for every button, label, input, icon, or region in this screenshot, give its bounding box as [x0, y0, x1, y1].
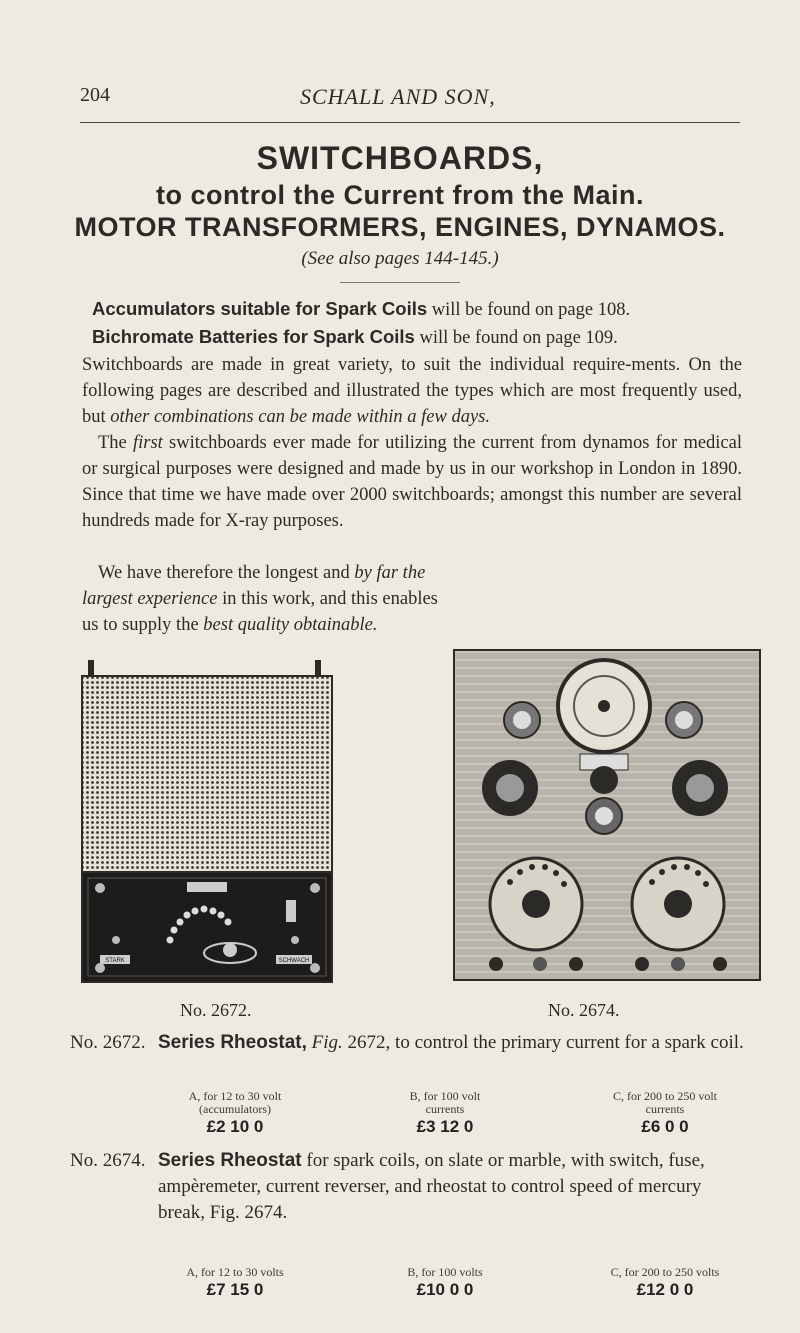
prices-2674: [150, 1266, 740, 1306]
note-bichromate: Bichromate Batteries for Spark Coils will be found on page 109.: [92, 326, 618, 348]
page-header: [80, 84, 740, 120]
heading-control-current: to control the Current from the Main.: [156, 180, 644, 210]
divider: [340, 282, 460, 283]
schwach-label: SCHWACH: [278, 958, 310, 964]
price-option-a: A, for 12 to 30 volt (accumulators) £2 10 0: [188, 1089, 282, 1136]
price-option-b: B, for 100 volts £10 0 0: [407, 1265, 483, 1299]
caption-2674: No. 2674.: [548, 1000, 620, 1020]
price-option-c: C, for 200 to 250 volts £12 0 0: [610, 1265, 720, 1299]
intro-paragraph-1: Switchboards are made in great variety, to suit the individual require-ments. On the following pages are described and illustrated the types which are most frequently used, but other combinations can be made within a few days.: [82, 355, 742, 427]
intro-paragraph-3: We have therefore the longest and by far the largest experience in this work, and this enables us to supply the best quality obtainable.: [82, 563, 438, 635]
caption-2672: No. 2672.: [180, 1000, 252, 1020]
heading-see-also: (See also pages 144-145.): [301, 248, 499, 269]
item-2672: [70, 1030, 750, 1086]
page-number: 204: [80, 84, 110, 106]
rheostat-illustration: [80, 650, 335, 988]
item-description: Series Rheostat, Fig. 2672, to control the primary current for a spark coil.: [158, 1032, 744, 1053]
price-option-a: A, for 12 to 30 volts £7 15 0: [186, 1265, 284, 1299]
item-2674: [70, 1148, 750, 1254]
prices-2672: [150, 1090, 740, 1142]
running-title: SCHALL AND SON,: [300, 84, 496, 109]
note-accumulators: Accumulators suitable for Spark Coils will be found on page 108.: [92, 298, 631, 320]
figure-2672-rheostat: [80, 650, 335, 988]
start-label: STARK: [105, 958, 125, 964]
header-rule: [80, 122, 740, 123]
switchboard-illustration: [452, 648, 764, 984]
heading-motor-transformers: MOTOR TRANSFORMERS, ENGINES, DYNAMOS.: [74, 212, 726, 242]
price-option-c: C, for 200 to 250 volt currents £6 0 0: [613, 1089, 717, 1136]
intro-paragraph-2: The first switchboards ever made for utilizing the current from dynamos for medical or surgical purposes were designed and made by us in our workshop in London in 1890. Since that time we have made over 2000 switchboards; amongst this number are several hundreds made for X-ray purposes.: [82, 433, 742, 531]
price-option-b: B, for 100 volt currents £3 12 0: [409, 1089, 481, 1136]
item-number: No. 2674.: [70, 1150, 146, 1171]
heading-switchboards: SWITCHBOARDS,: [256, 140, 544, 176]
figure-2674-switchboard: [452, 648, 764, 984]
item-description: Series Rheostat for spark coils, on slate or marble, with switch, fuse, ampèremeter, current reverser, and rheostat to control speed of mercury break, Fig. 2674.: [158, 1150, 705, 1223]
item-number: No. 2672.: [70, 1032, 146, 1053]
